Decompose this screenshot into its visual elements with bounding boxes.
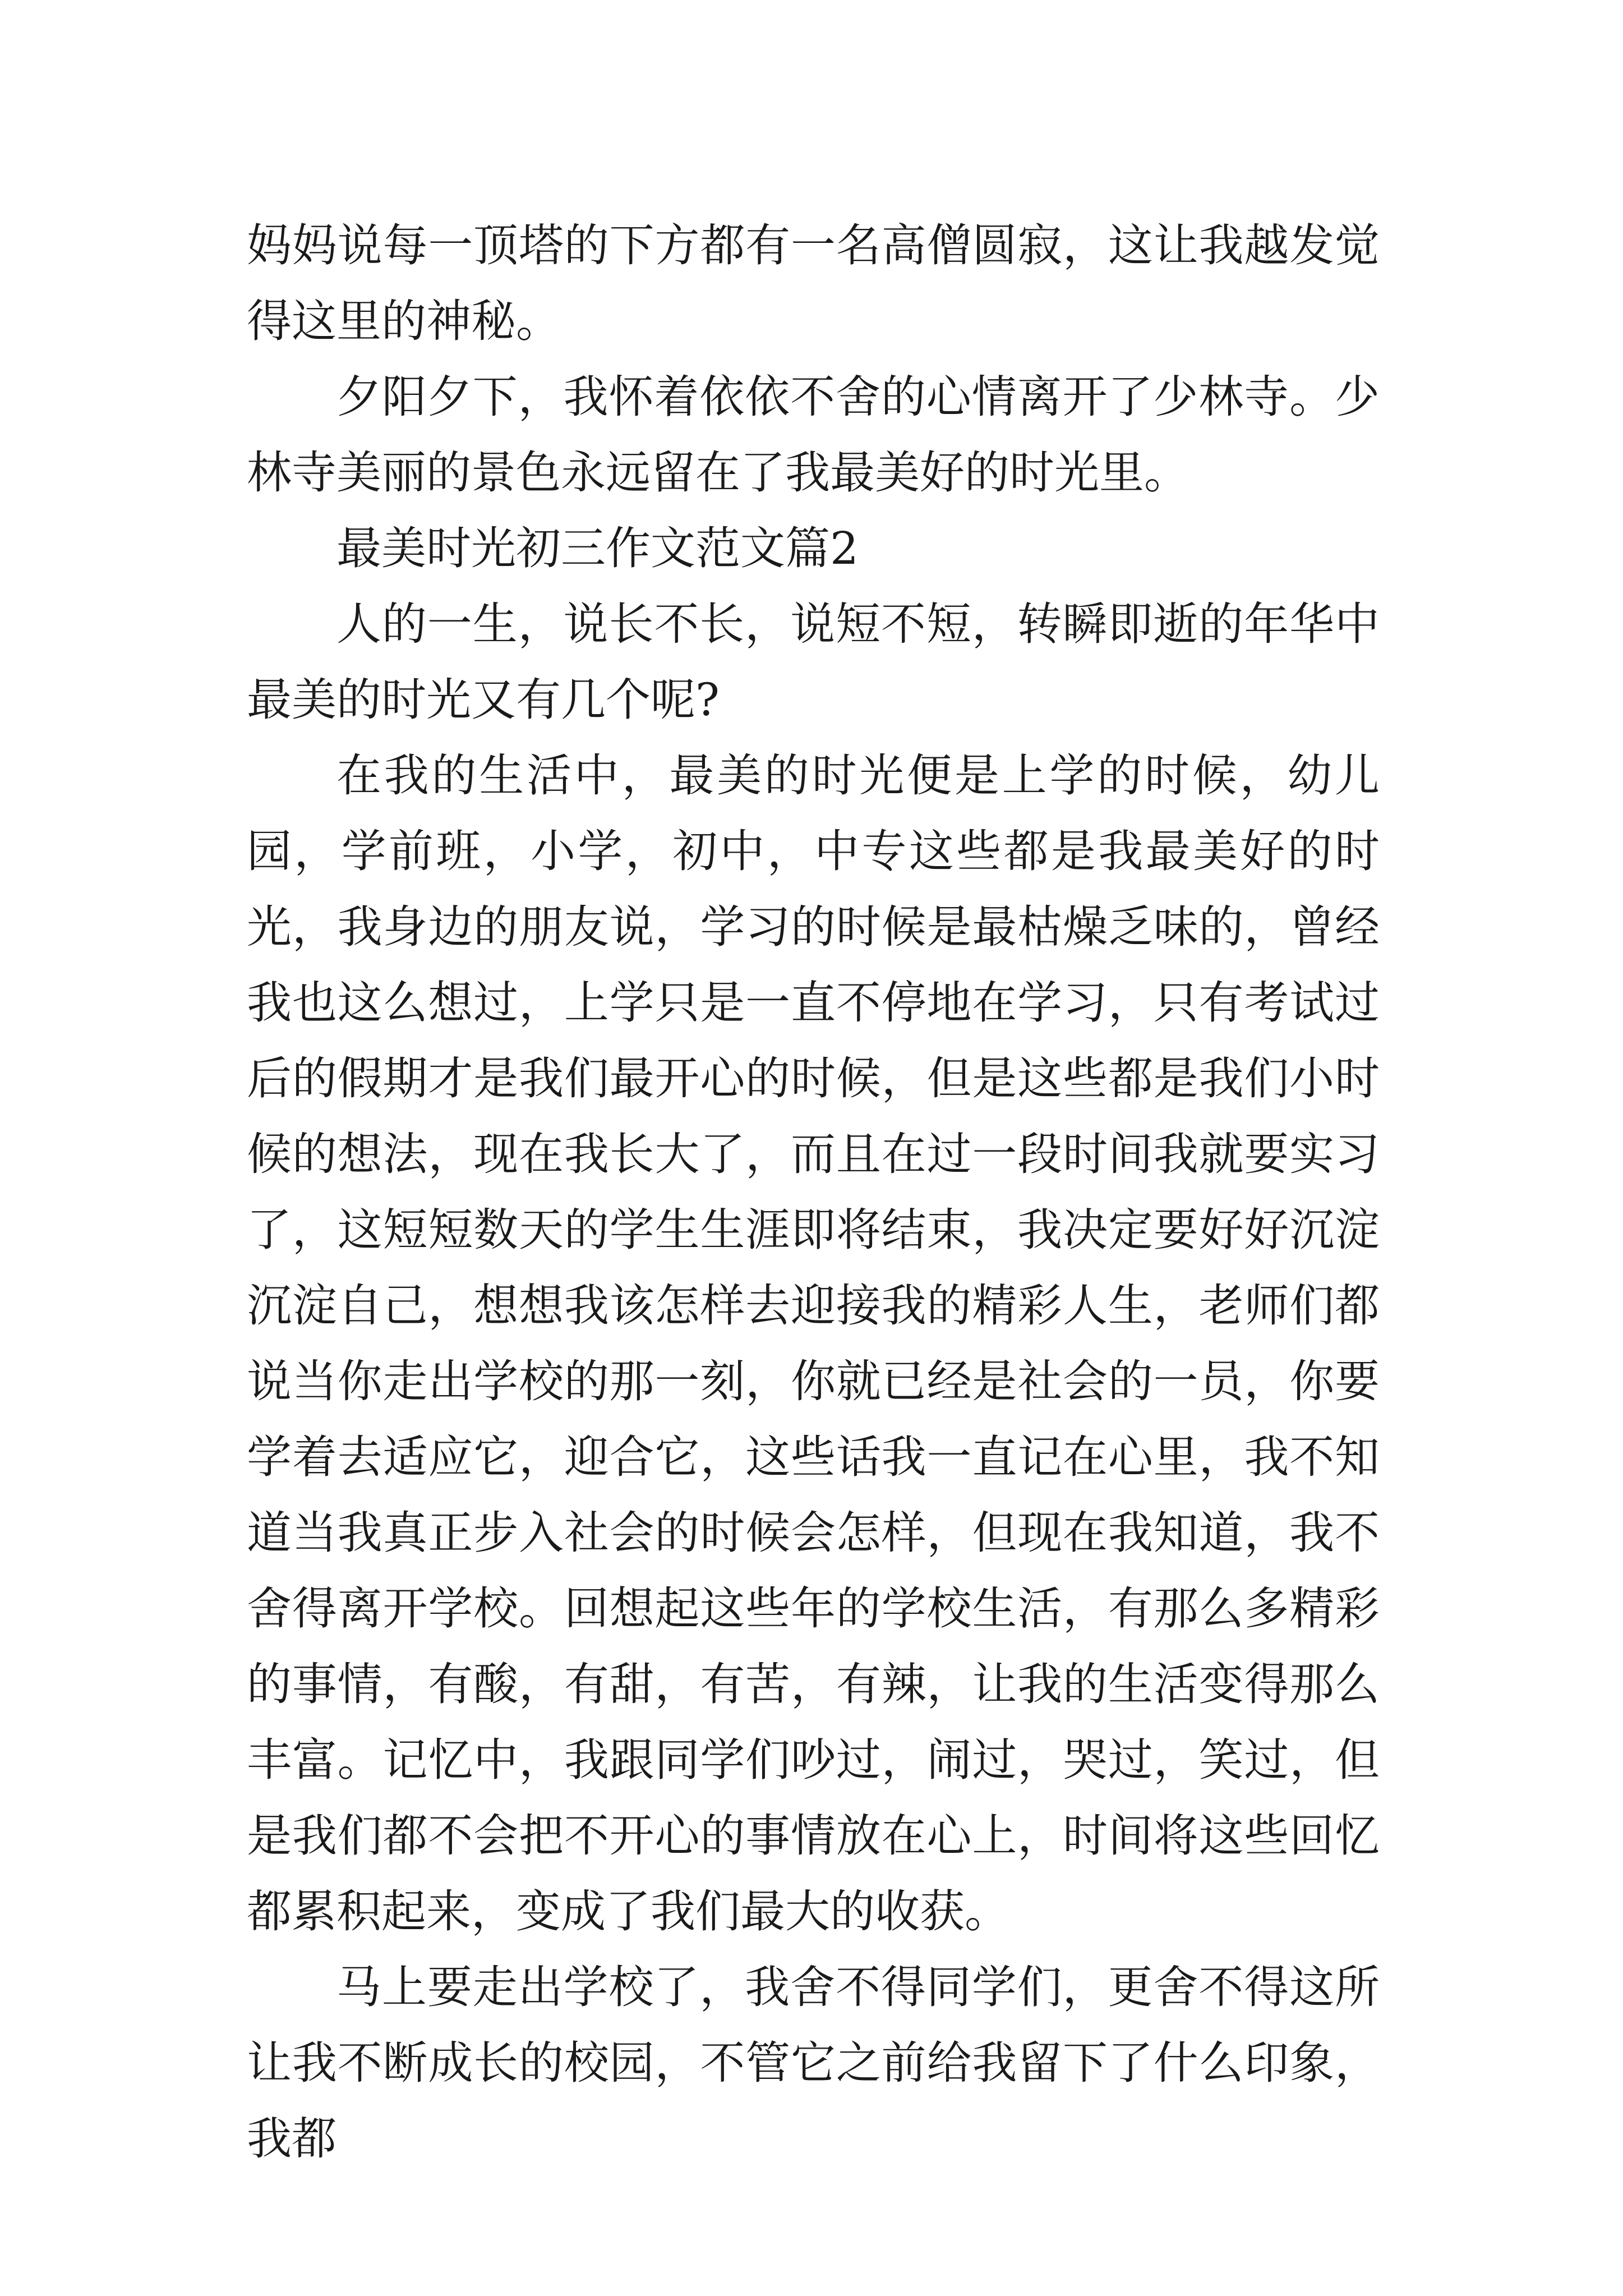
paragraph-life: 人的一生，说长不长，说短不短，转瞬即逝的年华中最美的时光又有几个呢?	[247, 598, 1380, 726]
document-body	[247, 208, 1380, 2177]
paragraph-school-life: 在我的生活中，最美的时光便是上学的时候，幼儿园，学前班，小学，初中，中专这些都是我最美好的时光，我身边的朋友说，学习的时候是最枯燥乏味的，曾经我也这么想过，上学只是一直不停地在学习，只有考试过后的假期才是我们最开心的时候，但是这些都是我们小时候的想法，现在我长大了，而且在过一段时间我就要实习了，这短短数天的学生生涯即将结束，我决定要好好沉淀沉淀自己，想想我该怎样去迎接我的精彩人生，老师们都说当你走出学校的那一刻，你就已经是社会的一员，你要学着去适应它，迎合它，这些话我一直记在心里，我不知道当我真正步入社会的时候会怎样，但现在我知道，我不舍得离开学校。回想起这些年的学校生活，有那么多精彩的事情，有酸，有甜，有苦，有辣，让我的生活变得那么丰富。记忆中，我跟同学们吵过，闹过，哭过，笑过，但是我们都不会把不开心的事情放在心上，时间将这些回忆都累积起来，变成了我们最大的收获。	[247, 749, 1380, 1938]
paragraph-leaving-school: 马上要走出学校了，我舍不得同学们，更舍不得这所让我不断成长的校园，不管它之前给我留下了什么印象，我都	[247, 1961, 1380, 2165]
paragraph-pagoda: 妈妈说每一顶塔的下方都有一名高僧圆寂，这让我越发觉得这里的神秘。	[247, 219, 1380, 347]
paragraph-sunset: 夕阳夕下，我怀着依依不舍的心情离开了少林寺。少林寺美丽的景色永远留在了我最美好的时光里。	[247, 371, 1380, 499]
section-heading: 最美时光初三作文范文篇2	[336, 522, 859, 574]
